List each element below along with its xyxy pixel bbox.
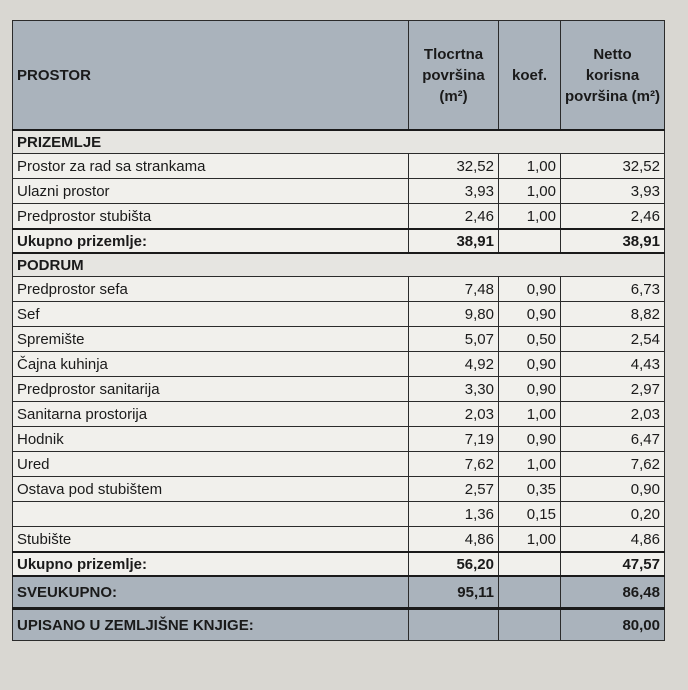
grand-total-area: 95,11 <box>409 576 499 609</box>
table-row <box>13 179 665 204</box>
coefficient: 0,90 <box>499 302 561 327</box>
header-tlocrtna: Tlocrtna površina (m²) <box>409 21 499 131</box>
floor-area: 32,52 <box>409 154 499 179</box>
net-area: 2,03 <box>561 402 665 427</box>
coefficient: 1,00 <box>499 154 561 179</box>
land-registry-row <box>13 609 665 641</box>
room-name: Sef <box>13 302 409 327</box>
total-koef <box>499 229 561 253</box>
room-name: Ulazni prostor <box>13 179 409 204</box>
grand-total <box>13 576 665 609</box>
room-name: Predprostor sefa <box>13 277 409 302</box>
floor-area: 2,03 <box>409 402 499 427</box>
total-area: 38,91 <box>409 229 499 253</box>
coefficient: 0,50 <box>499 327 561 352</box>
floor-area: 3,93 <box>409 179 499 204</box>
table-row <box>13 402 665 427</box>
total-net: 47,57 <box>561 552 665 576</box>
table-row <box>13 427 665 452</box>
table-row <box>13 327 665 352</box>
coefficient: 0,15 <box>499 502 561 527</box>
floor-area: 7,48 <box>409 277 499 302</box>
table-row <box>13 452 665 477</box>
floor-area: 4,86 <box>409 527 499 553</box>
room-name: Predprostor stubišta <box>13 204 409 230</box>
floor-area: 3,30 <box>409 377 499 402</box>
table-row <box>13 204 665 230</box>
table-row <box>13 527 665 553</box>
area-table <box>12 20 665 641</box>
header-prostor: PROSTOR <box>13 21 409 131</box>
room-name: Ured <box>13 452 409 477</box>
total-prizemlje <box>13 229 665 253</box>
grand-total-label: SVEUKUPNO: <box>13 576 409 609</box>
total-label: Ukupno prizemlje: <box>13 229 409 253</box>
section-prizemlje <box>13 130 665 154</box>
floor-area: 9,80 <box>409 302 499 327</box>
floor-area: 7,62 <box>409 452 499 477</box>
total-label: Ukupno prizemlje: <box>13 552 409 576</box>
net-area: 0,90 <box>561 477 665 502</box>
area-table-wrapper <box>12 20 664 641</box>
coefficient: 0,90 <box>499 352 561 377</box>
room-name <box>13 502 409 527</box>
room-name: Sanitarna prostorija <box>13 402 409 427</box>
net-area: 7,62 <box>561 452 665 477</box>
net-area: 3,93 <box>561 179 665 204</box>
coefficient: 0,90 <box>499 427 561 452</box>
room-name: Čajna kuhinja <box>13 352 409 377</box>
table-header <box>13 21 665 131</box>
room-name: Spremište <box>13 327 409 352</box>
table-row <box>13 352 665 377</box>
land-registry-label: UPISANO U ZEMLJIŠNE KNJIGE: <box>13 609 409 641</box>
floor-area: 5,07 <box>409 327 499 352</box>
total-net: 38,91 <box>561 229 665 253</box>
coefficient: 1,00 <box>499 527 561 553</box>
coefficient: 1,00 <box>499 452 561 477</box>
table-row <box>13 154 665 179</box>
podrum-rows <box>13 277 665 553</box>
room-name: Predprostor sanitarija <box>13 377 409 402</box>
room-name: Ostava pod stubištem <box>13 477 409 502</box>
coefficient: 0,90 <box>499 277 561 302</box>
floor-area: 4,92 <box>409 352 499 377</box>
floor-area: 2,57 <box>409 477 499 502</box>
net-area: 0,20 <box>561 502 665 527</box>
land-registry-area <box>409 609 499 641</box>
header-koef: koef. <box>499 21 561 131</box>
coefficient: 1,00 <box>499 179 561 204</box>
net-area: 8,82 <box>561 302 665 327</box>
net-area: 4,43 <box>561 352 665 377</box>
table-row <box>13 502 665 527</box>
net-area: 4,86 <box>561 527 665 553</box>
net-area: 6,47 <box>561 427 665 452</box>
grand-total-koef <box>499 576 561 609</box>
floor-area: 1,36 <box>409 502 499 527</box>
header-netto: Netto korisna površina (m²) <box>561 21 665 131</box>
coefficient: 1,00 <box>499 402 561 427</box>
net-area: 2,46 <box>561 204 665 230</box>
net-area: 2,97 <box>561 377 665 402</box>
room-name: Hodnik <box>13 427 409 452</box>
table-row <box>13 477 665 502</box>
section-podrum <box>13 253 665 277</box>
table-row <box>13 277 665 302</box>
coefficient: 0,35 <box>499 477 561 502</box>
grand-total-net: 86,48 <box>561 576 665 609</box>
room-name: Prostor za rad sa strankama <box>13 154 409 179</box>
coefficient: 1,00 <box>499 204 561 230</box>
room-name: Stubište <box>13 527 409 553</box>
net-area: 32,52 <box>561 154 665 179</box>
table-row <box>13 377 665 402</box>
total-koef <box>499 552 561 576</box>
land-registry-net: 80,00 <box>561 609 665 641</box>
table-row <box>13 302 665 327</box>
land-registry-koef <box>499 609 561 641</box>
coefficient: 0,90 <box>499 377 561 402</box>
total-podrum <box>13 552 665 576</box>
net-area: 6,73 <box>561 277 665 302</box>
floor-area: 2,46 <box>409 204 499 230</box>
prizemlje-rows <box>13 154 665 230</box>
section-title: PODRUM <box>13 253 665 277</box>
floor-area: 7,19 <box>409 427 499 452</box>
section-title: PRIZEMLJE <box>13 130 665 154</box>
net-area: 2,54 <box>561 327 665 352</box>
total-area: 56,20 <box>409 552 499 576</box>
